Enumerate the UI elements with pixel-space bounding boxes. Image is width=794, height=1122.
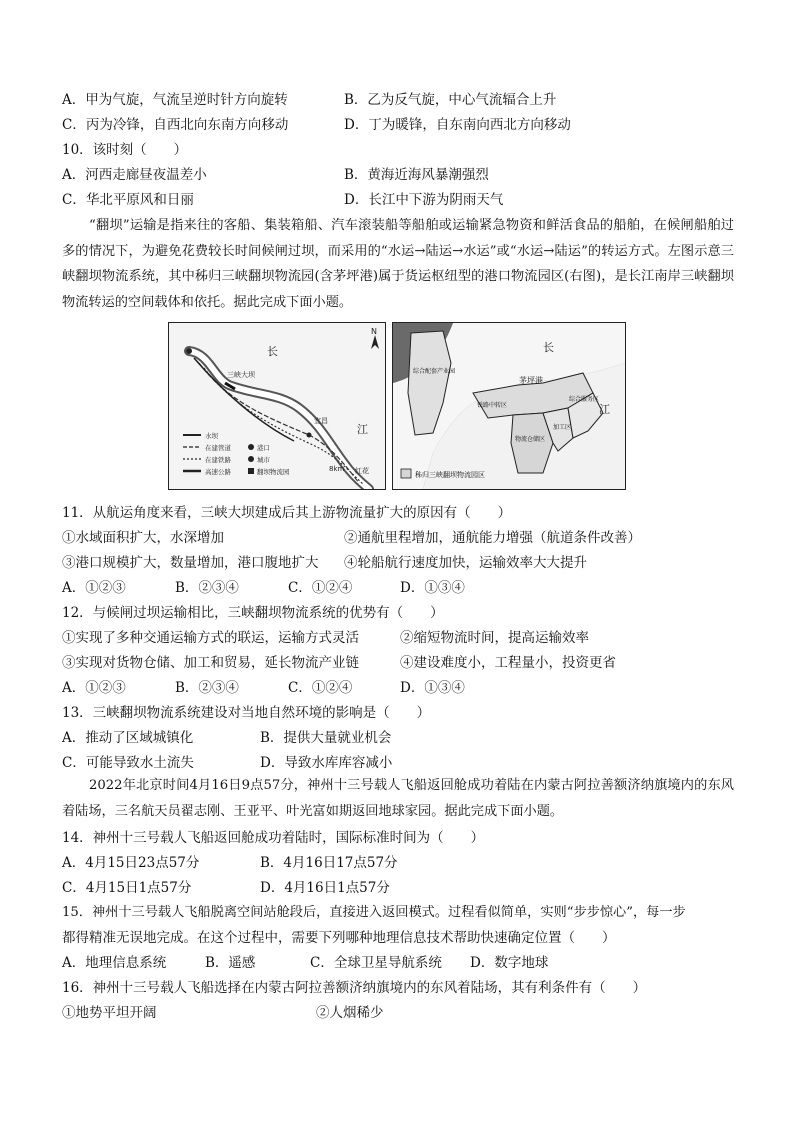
right-legend-label: 秭归三峡翻坝物流园区 <box>415 471 485 479</box>
q11-option-b: B．②③④ <box>175 580 239 596</box>
q16-statement-1: ①地势平坦开阔 <box>62 1005 157 1021</box>
q14-stem: 14．神州十三号载人飞船返回舱成功着陆时，国际标准时间为（ ） <box>62 830 485 846</box>
q12-statement-4: ④建设难度小，工程量小，投资更省 <box>400 655 616 671</box>
q15-option-b: B．遥感 <box>205 955 256 971</box>
q11-statement-1: ①水域面积扩大，水深增加 <box>62 530 224 546</box>
q9-option-a: A．甲为气旋，气流呈逆时针方向旋转 <box>62 92 288 108</box>
legend-logistics-park: 翻坝物流园 <box>257 468 290 476</box>
passage-fanba: “翻坝”运输是指来往的客船、集装箱船、汽车滚装船等船舶或运输紧急物资和鲜活食品的船舶，在候闸船舶过多的情况下，为避免花费较长时间候闸过坝，而采用的“水运→陆运→水运”或“水运→陆运”的转运方式。左图示意三峡翻坝物流系统，其中秭归三峡翻坝物流园(含茅坪港)属于货运枢纽型的港口物流园区(右图)，是长江南岸三峡翻坝物流转运的空间载体和依托。据此完成下面小题。 <box>62 218 734 310</box>
zone-warehouse: 物流仓储区 <box>515 436 546 443</box>
left-river-chang: 长 <box>267 345 278 358</box>
q11-option-a: A．①②③ <box>62 580 126 596</box>
q10-option-c: C．华北平原风和日丽 <box>62 192 194 208</box>
q13-option-d: D．导致水库库容减小 <box>260 755 393 771</box>
q15-stem-line2: 都得精准无误地完成。在这个过程中，需要下列哪种地理信息技术帮助快速确定位置（ ） <box>62 930 616 946</box>
label-sanxia-dam: 三峡大坝 <box>227 371 255 379</box>
zone-processing: 加工区 <box>553 424 572 431</box>
q11-option-d: D．①③④ <box>400 580 465 596</box>
zone-rail-transfer: 铁路中转区 <box>477 402 508 409</box>
q15-option-c: C．全球卫星导航系统 <box>310 955 442 971</box>
right-map <box>392 322 626 490</box>
scale-label: 8km <box>329 465 345 473</box>
q10-stem: 10．该时刻（ ） <box>62 142 188 158</box>
zone-service: 综合服务区 <box>569 396 600 403</box>
q13-option-a: A．推动了区域城镇化 <box>62 730 194 746</box>
q11-stem: 11．从航运角度来看，三峡大坝建成后其上游物流量扩大的原因有（ ） <box>62 505 512 521</box>
q12-option-d: D．①③④ <box>400 680 465 696</box>
q11-statement-3: ③港口规模扩大，数量增加，港口腹地扩大 <box>62 555 319 571</box>
right-river-jiang: 江 <box>599 403 610 416</box>
q12-statement-3: ③实现对货物仓储、加工和贸易，延长物流产业链 <box>62 655 359 671</box>
q10-option-d: D．长江中下游为阴雨天气 <box>344 192 504 208</box>
q10-option-a: A．河西走廊昼夜温差小 <box>62 167 207 183</box>
q11-statement-4: ④轮船航行速度加快，运输效率大大提升 <box>344 555 587 571</box>
q9-option-d: D．丁为暖锋，自东南向西北方向移动 <box>344 117 571 133</box>
label-honghua: 红花 <box>355 467 369 475</box>
label-maoping-port: 茅坪港 <box>519 376 543 385</box>
legend-railway: 在建铁路 <box>205 456 231 464</box>
q12-option-b: B．②③④ <box>175 680 239 696</box>
left-map <box>168 322 386 490</box>
q12-option-a: A．①②③ <box>62 680 126 696</box>
q11-option-c: C．①②④ <box>288 580 353 596</box>
q13-option-b: B．提供大量就业机会 <box>260 730 392 746</box>
q11-statement-2: ②通航里程增加，通航能力增强（航道条件改善） <box>344 530 641 546</box>
legend-port: 港口 <box>257 444 270 452</box>
q12-statement-1: ①实现了多种交通运输方式的联运，运输方式灵活 <box>62 630 359 646</box>
legend-city: 城市 <box>257 456 270 464</box>
q14-option-c: C．4月15日1点57分 <box>62 880 192 896</box>
passage-shenzhou: 2022年北京时间4月16日9点57分，神州十三号载人飞船返回舱成功着陆在内蒙古阿拉善额济纳旗境内的东风着陆场，三名航天员翟志刚、王亚平、叶光富如期返回地球家园。据此完成下面小题。 <box>62 778 734 819</box>
legend-pipeline: 在建管道 <box>205 444 231 452</box>
left-river-jiang: 江 <box>357 423 368 436</box>
q10-option-b: B．黄海近海风暴潮强烈 <box>344 167 489 183</box>
legend-highway: 高速公路 <box>205 468 231 476</box>
q14-option-b: B．4月16日17点57分 <box>260 855 398 871</box>
q12-option-c: C．①②④ <box>288 680 353 696</box>
q14-option-d: D．4月16日1点57分 <box>260 880 390 896</box>
q9-option-c: C．丙为冷锋，自西北向东南方向移动 <box>62 117 289 133</box>
q16-stem: 16．神州十三号载人飞船选择在内蒙古阿拉善额济纳旗境内的东风着陆场，其有利条件有（ ） <box>62 980 647 996</box>
q14-option-a: A．4月15日23点57分 <box>62 855 200 871</box>
map-figure <box>168 322 626 490</box>
q16-statement-2: ②人烟稀少 <box>316 1005 384 1021</box>
q12-stem: 12．与候闸过坝运输相比，三峡翻坝物流系统的优势有（ ） <box>62 605 444 621</box>
zone-industry: 综合配套产业园 <box>413 368 456 375</box>
q15-stem-line1: 15．神州十三号载人飞船脱离空间站舱段后，直接进入返回模式。过程看似简单，实则“步步惊心”，每一步 <box>62 905 686 920</box>
q13-stem: 13．三峡翻坝物流系统建设对当地自然环境的影响是（ ） <box>62 705 431 721</box>
q15-option-d: D．数字地球 <box>470 955 549 971</box>
q15-option-a: A．地理信息系统 <box>62 955 167 971</box>
label-yichang: 宜昌 <box>314 417 328 425</box>
legend-dam: 水坝 <box>205 432 218 440</box>
right-river-chang: 长 <box>543 341 554 354</box>
north-label: N <box>371 327 377 336</box>
q12-statement-2: ②缩短物流时间，提高运输效率 <box>400 630 589 646</box>
q9-option-b: B．乙为反气旋，中心气流辐合上升 <box>344 92 557 108</box>
q13-option-c: C．可能导致水土流失 <box>62 755 194 771</box>
